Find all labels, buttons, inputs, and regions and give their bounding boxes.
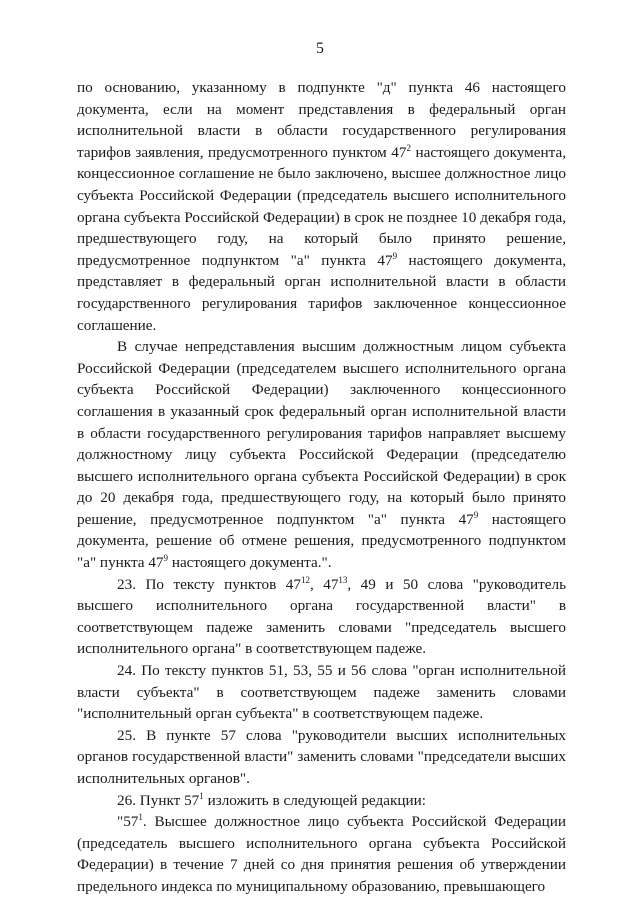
text-run: настоящего документа, представляет в федеральный орган исполнительной власти в области государственного регулирования тарифов заключенное концессионное соглашение.: [77, 251, 566, 334]
text-run: 25. В пункте 57 слова "руководители высших исполнительных органов государственной власти" заменить словами "председатели высших исполнительных органов".: [77, 726, 566, 787]
paragraph: [77, 790, 566, 812]
superscript-index: 1: [138, 812, 143, 823]
text-run: В случае непредставления высшим должностным лицом субъекта Российской Федерации (председателем высшего исполнительного органа субъекта Российской Федерации) заключенного концессионного соглашения в указанный срок федеральный орган исполнительной власти в области государственного регулирования тарифов направляет высшему должностному лицу субъекта Российской Федерации (председателю высшего исполнительного органа субъекта Российской Федерации) в срок до 20 декабря года, предшествующего году, на который было принято решение, предусмотренное подпунктом "а" пункта 47: [77, 338, 566, 528]
text-run: настоящего документа.".: [168, 554, 332, 572]
paragraph: [77, 660, 566, 725]
paragraph: [77, 574, 566, 660]
text-run: 26. Пункт 57: [117, 791, 200, 809]
superscript-index: 9: [163, 553, 169, 564]
text-run: изложить в следующей редакции:: [203, 791, 426, 809]
paragraph: [77, 725, 566, 790]
text-run: "57: [117, 813, 139, 831]
superscript-index: 9: [473, 509, 479, 520]
superscript-index: 2: [406, 142, 411, 153]
text-run: , 47: [309, 575, 339, 593]
paragraph: [77, 811, 566, 897]
text-run: по основанию, указанному в подпункте "д" пункта 46 настоящего документа, если на момент представления в федеральный орган исполнительной власти в области государственного регулирования тарифов заявления, предусмотренного пунктом 47: [77, 79, 566, 161]
text-run: настоящего документа, концессионное соглашение не было заключено, высшее должностное лицо субъекта Российской Федерации (председатель высшего исполнительного органа субъекта Российской Федерации) в срок не позднее 10 декабря года, предшествующего году, на который было принято решение, предусмотренное подпунктом "а" пункта 47: [77, 143, 566, 269]
page-number: 5: [316, 40, 324, 57]
text-run: . Высшее должностное лицо субъекта Российской Федерации (председатель высшего исполнительного органа субъекта Российской Федерации) в течение 7 дней со дня принятия решения об утверждении предельного индекса по муниципальному образованию, превышающего: [77, 813, 566, 895]
superscript-index: 12: [300, 574, 310, 585]
paragraph: [77, 336, 566, 574]
text-run: 23. По тексту пунктов 47: [117, 575, 301, 593]
document-body: [77, 77, 566, 898]
text-run: , 49 и 50 слова "руководитель высшего исполнительного органа государственной власти" в соответствующем падеже заменить словами "председатель высшего исполнительного органа" в соответствующем падеже.: [77, 575, 566, 658]
superscript-index: 13: [338, 574, 348, 585]
paragraph: [77, 77, 566, 336]
superscript-index: 1: [199, 790, 204, 801]
text-run: настоящего документа, решение об отмене решения, предусмотренного подпунктом "а" пункта 47: [77, 510, 567, 572]
text-run: 24. По тексту пунктов 51, 53, 55 и 56 слова "орган исполнительной власти субъекта" в соответствующем падеже заменить словами "исполнительный орган субъекта" в соответствующем падеже.: [77, 662, 566, 723]
superscript-index: 9: [392, 250, 398, 261]
